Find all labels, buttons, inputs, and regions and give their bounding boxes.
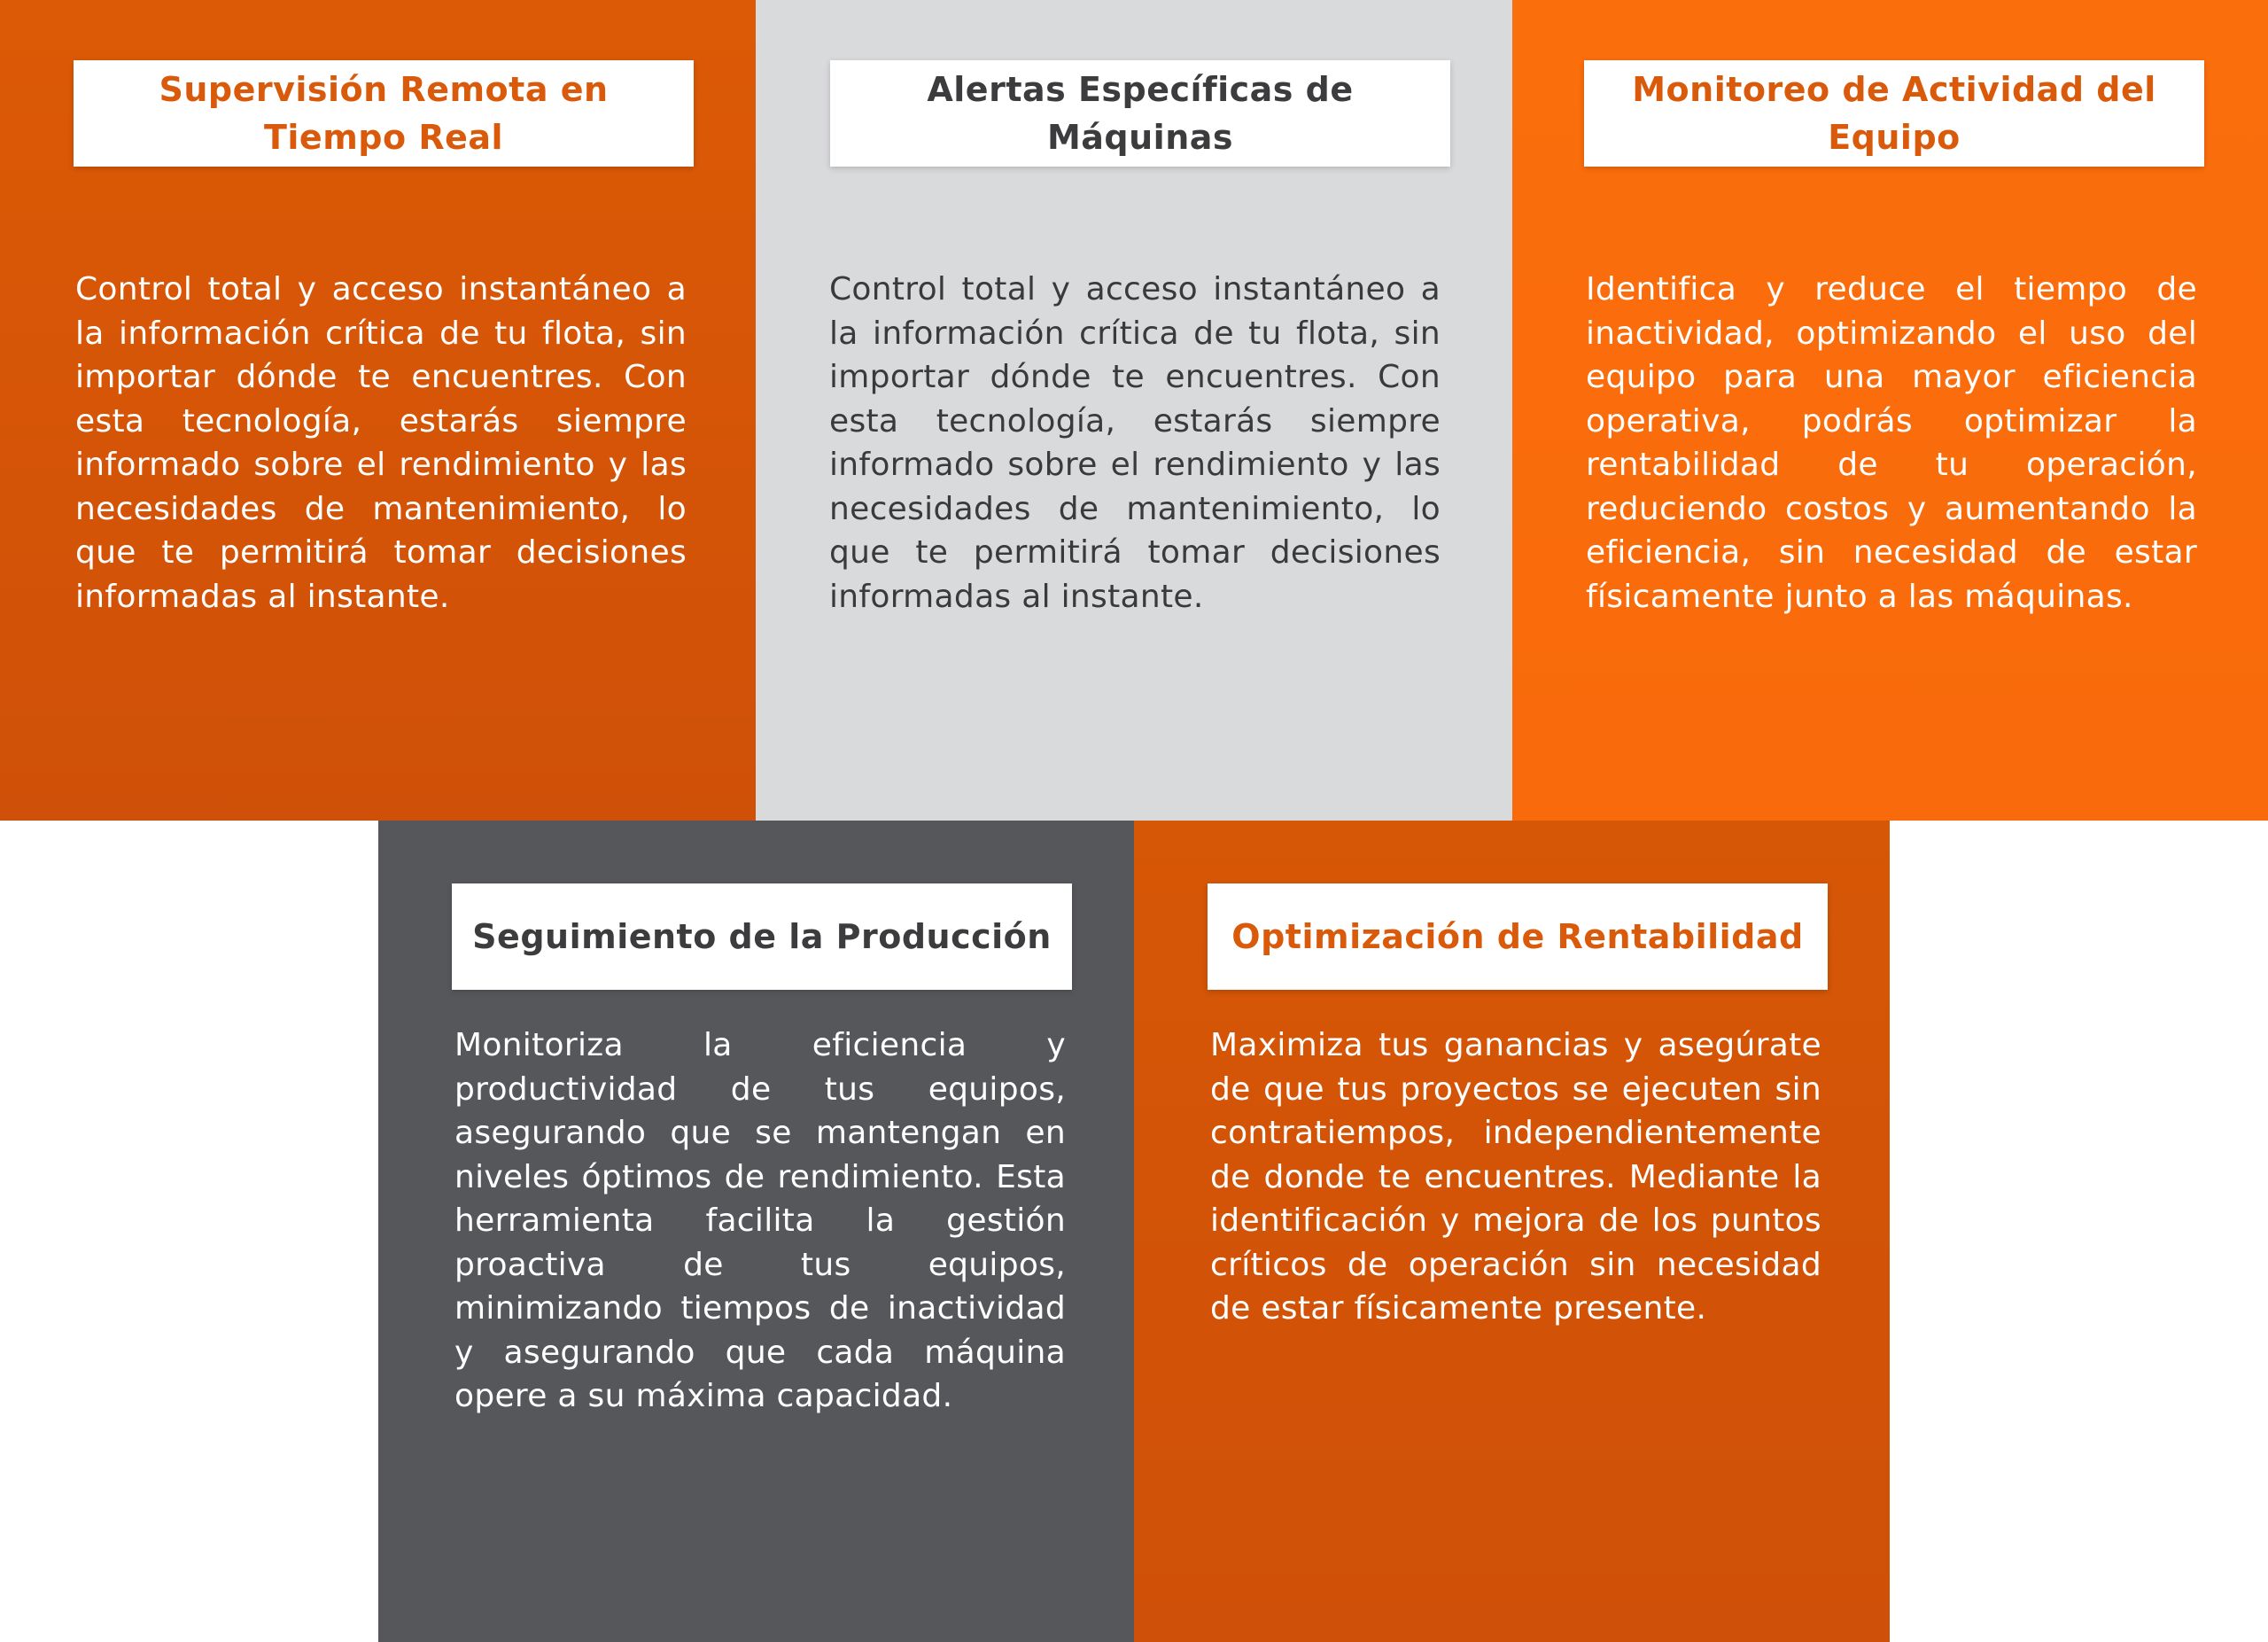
card-title-box [452,883,1072,990]
card-supervision-remota [0,0,756,821]
card-title-box [830,60,1450,167]
card-title-box [1208,883,1828,990]
card-monitoreo-actividad [1512,0,2268,821]
card-title: Seguimiento de la Producción [472,917,1052,956]
card-description: Maximiza tus ganancias y asegúrate de que tus proyectos se ejecuten sin contratiempos, independientemente de donde te encuentres. Mediante la identificación y mejora de los puntos críticos de operación sin necesidad de estar físicamente presente. [1210,1027,1821,1327]
card-alertas-especificas [756,0,1512,821]
card-title: Monitoreo de Actividad del Equipo [1632,70,2156,157]
card-title: Optimización de Rentabilidad [1231,917,1804,956]
card-title-box [1584,60,2204,167]
card-description: Identifica y reduce el tiempo de inactividad, optimizando el uso del equipo para una mayor eficiencia operativa, podrás optimizar la rentabilidad de tu operación, reduciendo costos y aumentando la eficiencia, sin necesidad de estar físicamente junto a las máquinas. [1586,271,2197,615]
card-description: Control total y acceso instantáneo a la información crítica de tu flota, sin importar dónde te encuentres. Con esta tecnología, estarás siempre informado sobre el rendimiento y las necesidades de mantenimiento, lo que te permitirá tomar decisiones informadas al instante. [75,271,687,615]
card-optimizacion-rentabilidad [1134,821,1890,1642]
card-description: Monitoriza la eficiencia y productividad de tus equipos, asegurando que se mantengan en niveles óptimos de rendimiento. Esta herramienta facilita la gestión proactiva de tus equipos, minimizando tiempos de inactividad y asegurando que cada máquina opere a su máxima capacidad. [454,1027,1066,1414]
card-seguimiento-produccion [378,821,1134,1642]
card-title-box [74,60,694,167]
card-title: Alertas Específicas de Máquinas [927,70,1354,157]
card-description: Control total y acceso instantáneo a la información crítica de tu flota, sin importar dónde te encuentres. Con esta tecnología, estarás siempre informado sobre el rendimiento y las necesidades de mantenimiento, lo que te permitirá tomar decisiones informadas al instante. [829,271,1441,615]
card-title: Supervisión Remota en Tiempo Real [159,70,609,157]
